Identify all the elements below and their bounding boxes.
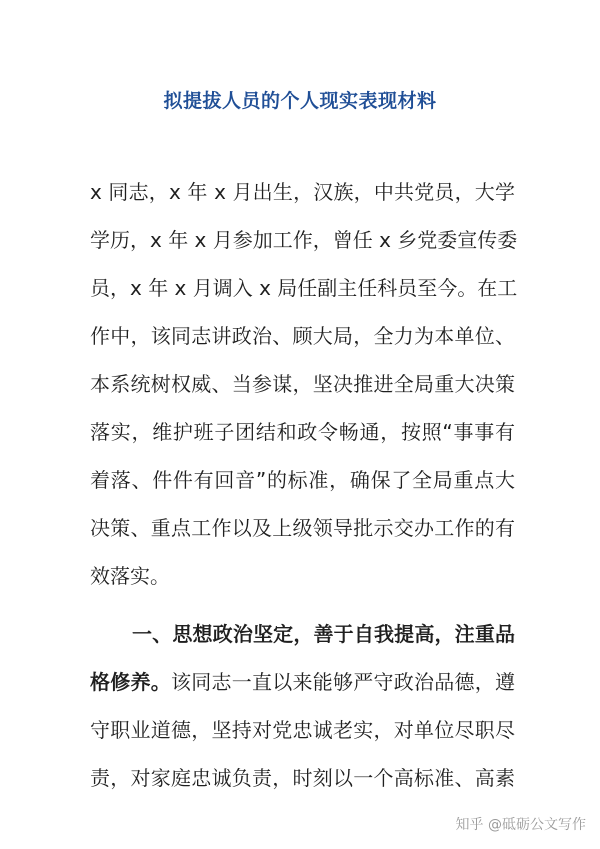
paragraph-line: 守职业道德，坚持对党忠诚老实，对单位尽职尽 (90, 718, 515, 742)
section-text-start: 该同志一直以来能够严守政治品德，遵 (171, 670, 515, 694)
paragraph-line: 员，x 年 x 月调入 x 局任副主任科员至今。在工 (90, 276, 518, 300)
paragraph-line: 决策、重点工作以及上级领导批示交办工作的有 (90, 516, 515, 540)
paragraph-line: 落实，维护班子团结和政令畅通，按照“事事有 (90, 420, 515, 444)
paragraph-line: 效落实。 (90, 564, 170, 588)
section-heading-end: 格修养。 (90, 670, 171, 694)
paragraph-line: 本系统树权威、当参谋，坚决推进全局重大决策 (90, 372, 515, 396)
document-title: 拟提拔人员的个人现实表现材料 (163, 90, 437, 112)
watermark-text: 知乎 @砥砺公文写作 (455, 817, 586, 833)
paragraph-line: x 同志，x 年 x 月出生，汉族，中共党员，大学 (90, 180, 515, 204)
paragraph-line: 作中，该同志讲政治、顾大局，全力为本单位、 (90, 324, 515, 348)
paragraph-line: 责，对家庭忠诚负责，时刻以一个高标准、高素 (90, 766, 515, 790)
section-heading-continued (90, 658, 515, 706)
paragraph-line: 着落、件件有回音”的标准，确保了全局重点大 (90, 468, 515, 492)
paragraph-line: 学历，x 年 x 月参加工作，曾任 x 乡党委宣传委 (90, 228, 518, 252)
document-body (90, 168, 518, 802)
section-heading: 一、思想政治坚定，善于自我提高，注重品 (132, 622, 515, 646)
